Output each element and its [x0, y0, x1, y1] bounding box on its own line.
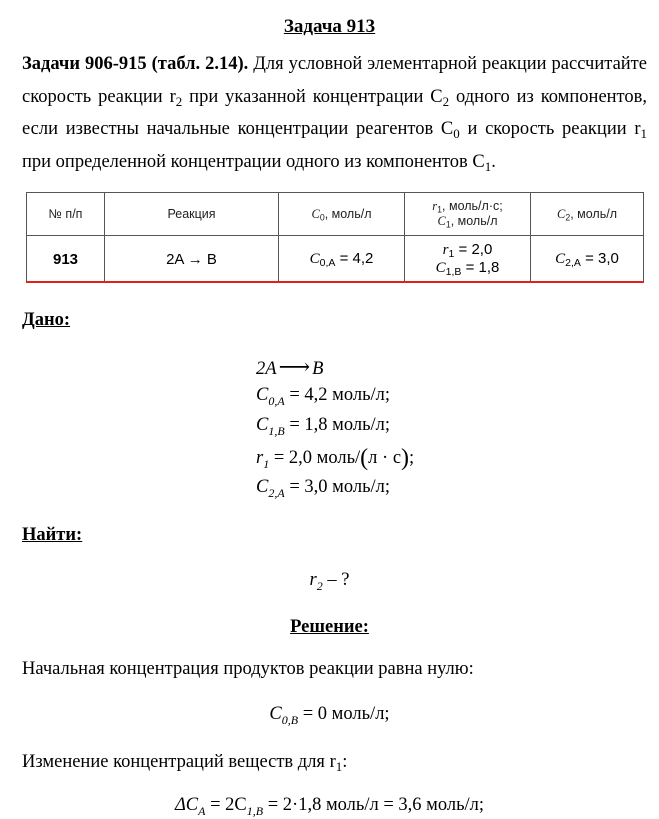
- given-reaction: [256, 354, 323, 380]
- find-sub: 2: [316, 579, 323, 593]
- page-title: Задача 913: [283, 16, 376, 37]
- cell-r1-sub: 1: [448, 248, 455, 261]
- header-reaction: Реакция: [105, 193, 279, 236]
- header-num: № п/п: [27, 193, 105, 236]
- given-c1b-sub: 1,B: [268, 424, 285, 438]
- header-c0-sym: C: [311, 206, 320, 221]
- reaction-rhs: B: [312, 359, 324, 379]
- cell-r1-sym: r: [442, 242, 449, 258]
- header-c0: [279, 193, 405, 236]
- sub-c2: 2: [442, 93, 450, 109]
- p2-text: Изменение концентраций веществ для r: [22, 752, 336, 772]
- problem-text-6: .: [491, 151, 496, 172]
- cell-num: 913: [27, 236, 105, 283]
- header-c1-sub: 1: [445, 219, 451, 230]
- given-c2a-val: = 3,0 моль/л;: [284, 477, 391, 497]
- solution-paragraph-2: [22, 752, 347, 773]
- table-header-row: [27, 193, 644, 236]
- sub-r2: 2: [175, 93, 183, 109]
- cell-c1-sym: C: [435, 260, 446, 276]
- f2-mid: = 2C: [205, 795, 247, 815]
- cell-c2: [531, 236, 644, 283]
- header-c0-unit: , моль/л: [324, 206, 372, 221]
- given-r1-tail: ;: [409, 448, 415, 468]
- find-heading: Найти:: [22, 525, 83, 545]
- header-c1-unit: , моль/л: [450, 214, 498, 228]
- given-c0a-sub: 0,A: [268, 394, 285, 408]
- cell-c2-sym: C: [555, 251, 566, 267]
- header-r1-sub: 1: [437, 204, 443, 215]
- problem-text-4: и скорость реакции r: [459, 119, 641, 139]
- given-r1-paren-inner: л · с: [368, 448, 402, 468]
- header-c2-sym: C: [556, 206, 566, 221]
- data-table: [26, 192, 644, 283]
- cell-r1-c1: [405, 236, 531, 283]
- table-underline: [26, 281, 644, 283]
- problem-text-5: при определенной концентрации одного из компонентов C: [22, 151, 485, 172]
- cell-c2-val: = 3,0: [580, 250, 619, 267]
- given-r1-sub: 1: [263, 457, 270, 471]
- find-rest: – ?: [322, 570, 350, 590]
- given-line-c2a: [256, 477, 390, 501]
- reaction-arrow: ⟶: [278, 354, 311, 379]
- cell-c0-sym: C: [309, 251, 320, 267]
- table-row: [27, 236, 644, 283]
- problem-lead: Задачи 906-915 (табл. 2.14).: [22, 54, 249, 74]
- given-c1b-val: = 1,8 моль/л;: [284, 415, 391, 435]
- problem-text-3: одного из компонентов, если известны начальные концентрации реагентов C: [22, 86, 648, 139]
- given-line-c0a: [256, 385, 390, 409]
- given-c0a-val: = 4,2 моль/л;: [284, 385, 391, 405]
- given-c1b-sym: C: [256, 415, 269, 435]
- header-c1-sym: C: [437, 214, 446, 228]
- header-c2-sub: 2: [565, 212, 571, 223]
- solution-formula-2: [0, 795, 659, 819]
- given-c2a-sym: C: [256, 477, 269, 497]
- given-line-c1b: [256, 415, 390, 439]
- cell-c2-sub: 2,A: [565, 257, 581, 270]
- sub-r1: 1: [640, 125, 647, 141]
- problem-text-2: при указанной концентрации C: [182, 86, 443, 107]
- header-r1-unit: , моль/л·с;: [442, 199, 503, 213]
- given-r1-paren-close: ): [401, 445, 410, 471]
- solution-paragraph-1: Начальная концентрация продуктов реакции равна нулю:: [22, 659, 474, 679]
- sub-c0: 0: [453, 125, 460, 141]
- cell-r1-val: = 2,0: [454, 241, 493, 258]
- header-r1-c1: [405, 193, 531, 236]
- header-c0-sub: 0: [319, 212, 325, 223]
- solution-heading-wrap: [0, 617, 659, 638]
- solution-formula-1: [0, 704, 659, 728]
- given-r1-paren-open: (: [360, 445, 369, 471]
- given-line-r1: [256, 445, 414, 472]
- cell-reaction: 2A → B: [105, 236, 279, 283]
- f1-rest: = 0 моль/л;: [298, 704, 390, 724]
- f2-sub: A: [198, 804, 206, 818]
- given-c0a-sym: C: [256, 385, 269, 405]
- f2-rest: = 2·1,8 моль/л = 3,6 моль/л;: [263, 795, 485, 815]
- f1-sub: 0,B: [281, 713, 299, 727]
- cell-c0: [279, 236, 405, 283]
- find-sym: r: [309, 570, 317, 590]
- reaction-lhs: 2A: [256, 359, 277, 379]
- cell-c1-val: = 1,8: [461, 259, 500, 276]
- f2-sym: ΔC: [174, 795, 199, 815]
- p2-tail: :: [342, 752, 348, 772]
- problem-text-1: Для условной элементарной реакции рассчитайте скорость реакции r: [22, 54, 647, 107]
- p2-sub: 1: [335, 758, 343, 774]
- given-r1-val: = 2,0 моль/: [269, 448, 361, 468]
- given-c2a-sub: 2,A: [268, 486, 285, 500]
- problem-statement: [22, 48, 647, 178]
- find-formula: [0, 570, 659, 594]
- solution-heading: Решение:: [290, 617, 369, 637]
- header-c2-unit: , моль/л: [570, 206, 617, 221]
- header-c2: [531, 193, 644, 236]
- cell-c1-sub: 1,B: [445, 266, 462, 279]
- cell-c0-sub: 0,A: [319, 257, 336, 270]
- cell-c0-val: = 4,2: [335, 250, 374, 267]
- f2-sub2: 1,B: [246, 804, 264, 818]
- given-heading: Дано:: [22, 310, 71, 330]
- given-r1-sym: r: [256, 448, 264, 468]
- header-r1-sym: r: [432, 199, 438, 213]
- sub-c1: 1: [484, 158, 492, 174]
- f1-sym: C: [269, 704, 282, 724]
